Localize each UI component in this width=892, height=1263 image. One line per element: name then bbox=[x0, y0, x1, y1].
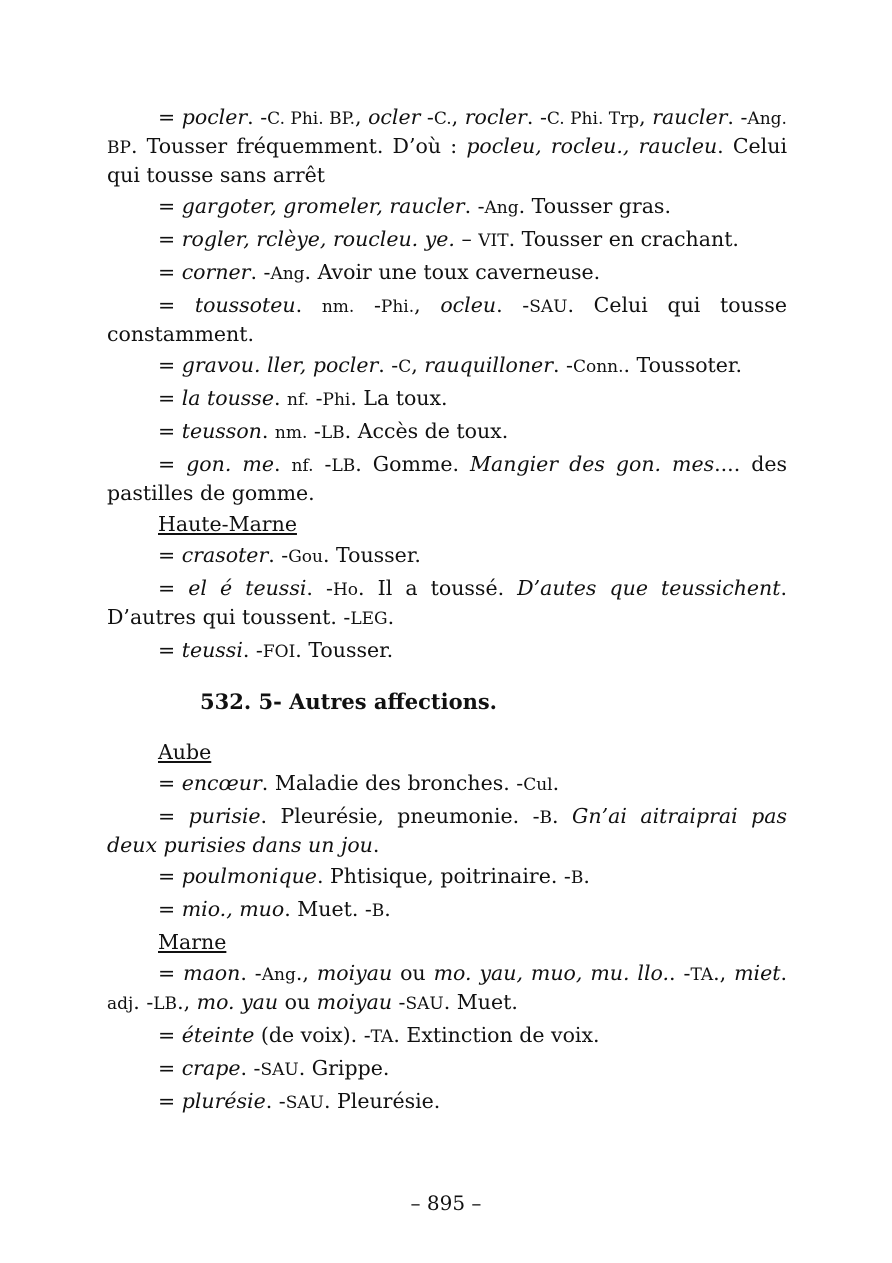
dictionary-entry: = éteinte (de voix). -TA. Extinction de voix. bbox=[158, 1023, 600, 1047]
source-abbrev: Ho bbox=[332, 580, 358, 600]
dialect-word: rauquilloner bbox=[424, 353, 553, 377]
dialect-word: mio., muo bbox=[181, 897, 285, 921]
dialect-word: purisie bbox=[188, 804, 261, 828]
dictionary-entry: = poulmonique. Phtisique, poitrinaire. -B. bbox=[158, 864, 590, 888]
dictionary-entry: = gargoter, gromeler, raucler. -Ang. Tousser gras. bbox=[158, 194, 671, 218]
dialect-word: rocler bbox=[464, 105, 527, 129]
dialect-word: Mangier des gon. mes bbox=[470, 452, 715, 476]
dialect-word: miet bbox=[734, 961, 781, 985]
dialect-word: raucler bbox=[652, 105, 728, 129]
dialect-word: pocler bbox=[181, 105, 248, 129]
dialect-word: pocleu, rocleu., raucleu bbox=[466, 134, 718, 158]
section-title: 532. 5- Autres affections. bbox=[200, 689, 497, 714]
source-abbrev: C. Phi. BP. bbox=[267, 109, 355, 129]
dialect-word: la tousse bbox=[181, 386, 274, 410]
source-abbrev: Phi. bbox=[380, 297, 415, 317]
source-abbrev: VIT bbox=[478, 231, 509, 251]
source-abbrev: nm. bbox=[321, 297, 355, 317]
page-body bbox=[107, 104, 787, 1121]
source-abbrev: Ang bbox=[484, 198, 519, 218]
dialect-word: rogler, rclèye, roucleu. ye. bbox=[181, 227, 455, 251]
source-abbrev: SAU bbox=[405, 994, 444, 1014]
dictionary-entry: = crasoter. -Gou. Tousser. bbox=[158, 543, 421, 567]
dialect-word: el é teussi bbox=[188, 576, 307, 600]
dictionary-entry: = la tousse. nf. -Phi. La toux. bbox=[158, 386, 448, 410]
dialect-word: ocler bbox=[368, 105, 421, 129]
source-abbrev: LEG bbox=[350, 609, 388, 629]
source-abbrev: TA bbox=[370, 1027, 394, 1047]
source-abbrev: B bbox=[570, 868, 584, 888]
entries-group-1 bbox=[107, 104, 787, 507]
dialect-word: moiyau bbox=[316, 990, 393, 1014]
source-abbrev: Phi bbox=[322, 390, 351, 410]
dialect-word: encœur bbox=[181, 771, 262, 795]
dialect-word: crape bbox=[181, 1056, 241, 1080]
source-abbrev: C bbox=[398, 357, 412, 377]
dialect-word: teussi bbox=[181, 638, 243, 662]
source-abbrev: nf. bbox=[291, 456, 314, 476]
dialect-word: mo. yau bbox=[196, 990, 279, 1014]
region-heading-text: Aube bbox=[158, 740, 212, 764]
source-abbrev: Ang bbox=[261, 965, 296, 985]
dialect-word: toussoteu bbox=[194, 293, 296, 317]
dialect-word: corner bbox=[181, 260, 251, 284]
dialect-word: ocleu bbox=[440, 293, 497, 317]
source-abbrev: LB bbox=[331, 456, 356, 476]
dictionary-entry: = gon. me. nf. -LB. Gomme. Mangier des gon. mes.... des pastilles de gomme. bbox=[107, 452, 787, 505]
source-abbrev: C. Phi. Trp bbox=[546, 109, 640, 129]
source-abbrev: LB bbox=[153, 994, 178, 1014]
dictionary-entry: = gravou. ller, pocler. -C, rauquilloner. -Conn.. Toussoter. bbox=[158, 353, 742, 377]
page-number: – 895 – bbox=[410, 1191, 482, 1215]
dictionary-entry: = rogler, rclèye, roucleu. ye. – VIT. Tousser en crachant. bbox=[158, 227, 739, 251]
dictionary-entry: = corner. -Ang. Avoir une toux caverneuse. bbox=[158, 260, 601, 284]
dialect-word: plurésie bbox=[181, 1089, 266, 1113]
dictionary-entry: = teusson. nm. -LB. Accès de toux. bbox=[158, 419, 509, 443]
entries-group-3 bbox=[107, 770, 787, 925]
region-heading-text: Marne bbox=[158, 930, 227, 954]
dictionary-entry: = teussi. -FOI. Tousser. bbox=[158, 638, 394, 662]
dialect-word: mo. yau, muo, mu. llo. bbox=[433, 961, 670, 985]
source-abbrev: B bbox=[539, 808, 553, 828]
dictionary-entry: = purisie. Pleurésie, pneumonie. -B. Gn’ai aitraiprai pas deux purisies dans un jou. bbox=[107, 804, 787, 857]
source-abbrev: SAU bbox=[260, 1060, 299, 1080]
dictionary-entry: = maon. -Ang., moiyau ou mo. yau, muo, mu. llo.. -TA., miet. adj. -LB., mo. yau ou moiyau -SAU. Muet. bbox=[107, 961, 787, 1014]
dialect-word: poulmonique bbox=[181, 864, 317, 888]
dialect-word: crasoter bbox=[181, 543, 269, 567]
dictionary-entry: = mio., muo. Muet. -B. bbox=[158, 897, 391, 921]
region-heading-marne bbox=[107, 929, 787, 956]
dialect-word: éteinte bbox=[181, 1023, 255, 1047]
dialect-word: gargoter, gromeler, raucler bbox=[181, 194, 465, 218]
region-heading-aube bbox=[107, 739, 787, 766]
source-abbrev: SAU bbox=[285, 1093, 324, 1113]
dictionary-entry: = toussoteu. nm. -Phi., ocleu. -SAU. Celui qui tousse constamment. bbox=[107, 293, 787, 346]
dictionary-entry: = pocler. -C. Phi. BP., ocler -C., rocler. -C. Phi. Trp, raucler. -Ang. BP. Tousser fréquemment. D’où : pocleu, rocleu., raucleu. Celui qui tousse sans arrêt bbox=[107, 105, 788, 187]
source-abbrev: Ang. BP bbox=[107, 109, 787, 158]
source-abbrev: Cul bbox=[523, 775, 553, 795]
entries-group-4 bbox=[107, 960, 787, 1117]
source-abbrev: Conn. bbox=[572, 357, 624, 377]
source-abbrev: adj bbox=[107, 994, 134, 1014]
dictionary-entry: = plurésie. -SAU. Pleurésie. bbox=[158, 1089, 441, 1113]
source-abbrev: B bbox=[371, 901, 385, 921]
dialect-word: teusson bbox=[181, 419, 262, 443]
region-heading-text: Haute-Marne bbox=[158, 512, 297, 536]
source-abbrev: C. bbox=[433, 109, 452, 129]
entries-group-2 bbox=[107, 542, 787, 666]
source-abbrev: Ang bbox=[270, 264, 305, 284]
dialect-word: moiyau bbox=[316, 961, 393, 985]
source-abbrev: TA bbox=[690, 965, 714, 985]
source-abbrev: Gou bbox=[288, 547, 323, 567]
dialect-word: Gn’ai aitraiprai pas deux purisies dans un jou bbox=[107, 804, 787, 857]
source-abbrev: SAU bbox=[529, 297, 568, 317]
dialect-word: maon bbox=[183, 961, 241, 985]
source-abbrev: nm. bbox=[274, 423, 308, 443]
dictionary-entry: = crape. -SAU. Grippe. bbox=[158, 1056, 390, 1080]
dialect-word: gravou. ller, pocler bbox=[181, 353, 379, 377]
region-heading-haute-marne bbox=[107, 511, 787, 538]
source-abbrev: LB bbox=[320, 423, 345, 443]
dialect-word: gon. me bbox=[186, 452, 274, 476]
dictionary-entry: = el é teussi. -Ho. Il a toussé. D’autes que teussichent. D’autres qui toussent. -LEG. bbox=[107, 576, 788, 629]
source-abbrev: nf. bbox=[287, 390, 310, 410]
dictionary-entry: = encœur. Maladie des bronches. -Cul. bbox=[158, 771, 560, 795]
source-abbrev: FOI bbox=[262, 642, 296, 662]
dialect-word: D’autes que teussichent bbox=[517, 576, 781, 600]
